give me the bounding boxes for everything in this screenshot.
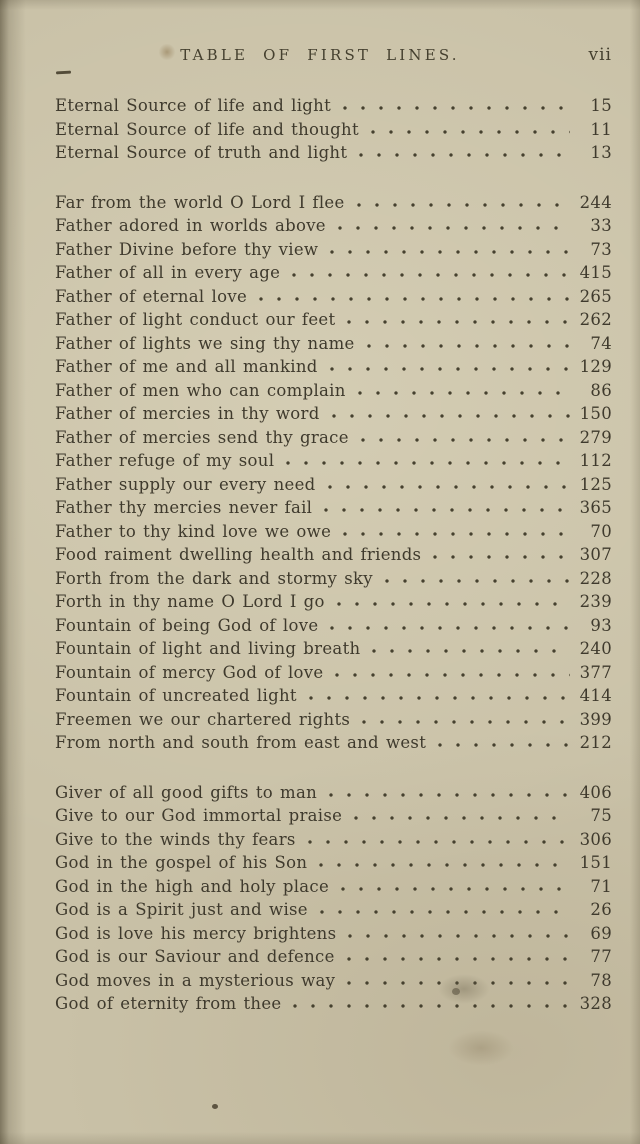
dot-leader bbox=[327, 626, 570, 631]
entry-text: God is a Spirit just and wise bbox=[55, 900, 308, 919]
dot-leader bbox=[359, 720, 569, 725]
entry-page: 415 bbox=[579, 263, 612, 282]
table-row bbox=[55, 686, 612, 710]
entry-text: Giver of all good gifts to man bbox=[55, 782, 318, 802]
dot-leader bbox=[358, 438, 570, 443]
entry-page: 306 bbox=[579, 829, 612, 849]
dot-leader bbox=[283, 461, 569, 466]
toc-section bbox=[55, 96, 612, 167]
entry-page: 112 bbox=[579, 451, 612, 470]
entry-page: 15 bbox=[590, 96, 612, 115]
entry-page: 26 bbox=[590, 900, 612, 919]
entry-text: Father Divine before thy view bbox=[55, 239, 319, 259]
entry-text: Give to our God immortal praise bbox=[55, 806, 343, 825]
table-row bbox=[55, 143, 612, 167]
dot-leader bbox=[368, 130, 570, 135]
table-row bbox=[55, 404, 612, 428]
entry-text: Far from the world O Lord I flee bbox=[55, 192, 345, 212]
entry-page: 77 bbox=[590, 947, 612, 966]
entry-page: 414 bbox=[579, 686, 612, 705]
entry-text: Forth in thy name O Lord I go bbox=[55, 592, 325, 611]
entry-page: 151 bbox=[579, 853, 612, 872]
dot-leader bbox=[290, 1004, 569, 1009]
dot-leader bbox=[340, 532, 570, 537]
entry-text: Fountain of mercy God of love bbox=[55, 662, 324, 682]
dot-leader bbox=[289, 273, 569, 278]
entry-page: 13 bbox=[590, 143, 612, 162]
table-row bbox=[55, 545, 612, 569]
dot-leader bbox=[306, 696, 570, 701]
entry-text: Father of me and all mankind bbox=[55, 357, 318, 376]
dot-leader bbox=[369, 649, 569, 654]
table-row bbox=[55, 240, 612, 264]
toc-section bbox=[55, 193, 612, 757]
entry-text: Father of men who can complain bbox=[55, 380, 346, 400]
entry-page: 377 bbox=[579, 662, 612, 682]
dot-leader bbox=[340, 106, 570, 111]
table-row bbox=[55, 451, 612, 475]
entry-text: Eternal Source of life and light bbox=[55, 96, 332, 115]
entry-page: 129 bbox=[579, 357, 612, 376]
toc-section bbox=[55, 783, 612, 1018]
entry-page: 265 bbox=[579, 286, 612, 306]
table-row bbox=[55, 924, 612, 948]
table-row bbox=[55, 310, 612, 334]
table-row bbox=[55, 334, 612, 358]
table-row bbox=[55, 592, 612, 616]
dot-leader bbox=[338, 887, 570, 892]
entry-text: Food raiment dwelling health and friends bbox=[55, 545, 422, 564]
table-row bbox=[55, 498, 612, 522]
entry-text: Father of lights we sing thy name bbox=[55, 333, 355, 353]
entry-text: Father supply our every need bbox=[55, 474, 316, 494]
table-row bbox=[55, 710, 612, 734]
table-row bbox=[55, 616, 612, 640]
entry-page: 73 bbox=[590, 239, 612, 259]
entry-text: Fountain of light and living breath bbox=[55, 639, 361, 658]
entry-text: Father adored in worlds above bbox=[55, 216, 326, 235]
page-number: vii bbox=[588, 45, 612, 65]
dot-leader bbox=[345, 934, 570, 939]
entry-page: 399 bbox=[579, 709, 612, 729]
entry-page: 150 bbox=[579, 404, 612, 423]
entry-text: From north and south from east and west bbox=[55, 733, 427, 752]
entry-text: God in the high and holy place bbox=[55, 876, 330, 896]
dot-leader bbox=[305, 840, 570, 845]
entry-text: Give to the winds thy fears bbox=[55, 829, 296, 849]
entry-page: 69 bbox=[590, 923, 612, 943]
entry-text: Father refuge of my soul bbox=[55, 451, 275, 470]
entry-text: Fountain of uncreated light bbox=[55, 686, 297, 705]
table-row bbox=[55, 357, 612, 381]
table-row bbox=[55, 853, 612, 877]
entry-text: God of eternity from thee bbox=[55, 994, 282, 1013]
entry-text: God is our Saviour and defence bbox=[55, 947, 335, 966]
dot-leader bbox=[351, 816, 570, 821]
dot-leader bbox=[354, 203, 570, 208]
entry-text: Eternal Source of truth and light bbox=[55, 143, 348, 162]
table-row bbox=[55, 381, 612, 405]
entry-text: God moves in a mysterious way bbox=[55, 970, 336, 990]
table-row bbox=[55, 877, 612, 901]
entry-page: 11 bbox=[590, 119, 612, 139]
entry-text: Father of light conduct our feet bbox=[55, 310, 336, 329]
entry-text: God in the gospel of his Son bbox=[55, 853, 308, 872]
table-row bbox=[55, 569, 612, 593]
entry-page: 86 bbox=[590, 380, 612, 400]
entry-text: Father of eternal love bbox=[55, 286, 248, 306]
entry-page: 75 bbox=[590, 806, 612, 825]
table-row bbox=[55, 994, 612, 1018]
table-row bbox=[55, 900, 612, 924]
dot-leader bbox=[344, 320, 569, 325]
dot-leader bbox=[332, 673, 569, 678]
entry-page: 125 bbox=[579, 474, 612, 494]
table-row bbox=[55, 96, 612, 120]
entry-page: 406 bbox=[579, 782, 612, 802]
page-header bbox=[0, 46, 640, 72]
entry-page: 78 bbox=[590, 970, 612, 990]
entry-text: God is love his mercy brightens bbox=[55, 923, 337, 943]
table-row bbox=[55, 193, 612, 217]
entry-page: 365 bbox=[579, 498, 612, 517]
entry-page: 93 bbox=[590, 615, 612, 635]
entry-page: 307 bbox=[579, 545, 612, 564]
table-row bbox=[55, 783, 612, 807]
entry-page: 212 bbox=[579, 733, 612, 752]
table-row bbox=[55, 428, 612, 452]
dot-leader bbox=[326, 793, 570, 798]
entry-text: Freemen we our chartered rights bbox=[55, 709, 351, 729]
entry-text: Father to thy kind love we owe bbox=[55, 521, 332, 541]
table-row bbox=[55, 287, 612, 311]
dot-leader bbox=[327, 250, 570, 255]
entry-text: Father of mercies send thy grace bbox=[55, 427, 349, 447]
table-row bbox=[55, 733, 612, 757]
dot-leader bbox=[382, 579, 570, 584]
table-row bbox=[55, 830, 612, 854]
table-row bbox=[55, 522, 612, 546]
table-row bbox=[55, 663, 612, 687]
dot-leader bbox=[435, 743, 569, 748]
dot-leader bbox=[335, 226, 570, 231]
entry-page: 279 bbox=[579, 427, 612, 447]
entry-page: 71 bbox=[590, 876, 612, 896]
stain bbox=[448, 1030, 514, 1066]
dot-leader bbox=[317, 910, 570, 915]
table-row bbox=[55, 120, 612, 144]
entry-page: 328 bbox=[579, 994, 612, 1013]
entry-text: Father thy mercies never fail bbox=[55, 498, 313, 517]
dot-leader bbox=[356, 153, 570, 158]
dot-leader bbox=[344, 957, 570, 962]
entry-text: Father of mercies in thy word bbox=[55, 404, 320, 423]
entry-page: 240 bbox=[579, 639, 612, 658]
dot-leader bbox=[316, 863, 569, 868]
dot-leader bbox=[329, 414, 570, 419]
entry-text: Father of all in every age bbox=[55, 263, 281, 282]
stain bbox=[212, 1104, 218, 1109]
dot-leader bbox=[344, 981, 570, 986]
dot-leader bbox=[256, 297, 570, 302]
entry-page: 239 bbox=[579, 592, 612, 611]
toc-body bbox=[55, 96, 612, 1018]
dot-leader bbox=[355, 391, 570, 396]
entry-page: 74 bbox=[590, 333, 612, 353]
dot-leader bbox=[325, 485, 570, 490]
table-row bbox=[55, 971, 612, 995]
dot-leader bbox=[321, 508, 569, 513]
entry-text: Forth from the dark and stormy sky bbox=[55, 568, 373, 588]
page-title: TABLE OF FIRST LINES. bbox=[180, 46, 460, 64]
table-row bbox=[55, 806, 612, 830]
dot-leader bbox=[327, 367, 570, 372]
entry-text: Eternal Source of life and thought bbox=[55, 119, 359, 139]
table-row bbox=[55, 475, 612, 499]
table-row bbox=[55, 263, 612, 287]
dot-leader bbox=[430, 555, 569, 560]
entry-page: 262 bbox=[579, 310, 612, 329]
dot-leader bbox=[334, 602, 570, 607]
entry-page: 228 bbox=[579, 568, 612, 588]
table-row bbox=[55, 947, 612, 971]
entry-page: 244 bbox=[579, 192, 612, 212]
table-row bbox=[55, 639, 612, 663]
table-row bbox=[55, 216, 612, 240]
entry-page: 33 bbox=[590, 216, 612, 235]
dot-leader bbox=[364, 344, 570, 349]
entry-text: Fountain of being God of love bbox=[55, 615, 319, 635]
entry-page: 70 bbox=[590, 521, 612, 541]
